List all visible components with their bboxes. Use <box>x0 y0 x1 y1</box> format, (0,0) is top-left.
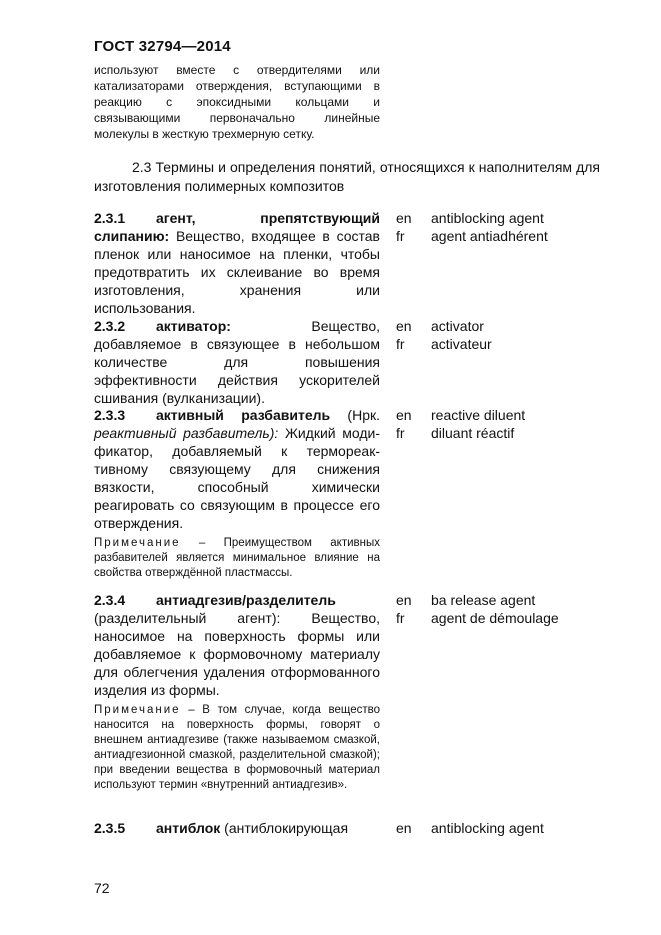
term-number: 2.3.4 <box>94 592 126 608</box>
translations <box>431 209 631 245</box>
term-note <box>94 703 380 793</box>
term-definition-text: Вещество, добавляемое в связующее в небольшом количестве для повышения эффективности действия ускорителей сшивания (вулканизации). <box>94 318 380 406</box>
translations <box>431 406 631 442</box>
note-text: – В том случае, когда вещество наносится на поверхность формы, говорят о внешнем антиадгезиве (также называемом смазкой, антиадгезионной смазкой, разделительной смазкой); при введении вещества в формовочный материал используют термин «внутренний антиадгезив». <box>94 704 380 791</box>
translations <box>431 317 631 353</box>
term-definition-text: (разделительный агент): Вещество, наносимое на поверхность формы или добавляемое к формовочному материалу для облегчения удаления отформованного изделия из формы. <box>94 610 380 698</box>
translation-en: antiblocking agent <box>431 820 544 836</box>
lang-code-en: en <box>396 318 412 334</box>
document-header: ГОСТ 32794—2014 <box>94 38 231 55</box>
term-entry <box>94 317 492 407</box>
lang-code-en: en <box>396 820 412 836</box>
lang-code-fr: fr <box>396 610 405 626</box>
translation-en: activator <box>431 318 484 334</box>
language-codes <box>396 209 426 245</box>
term-definition-text: Жидкий моди-фикатор, добавляемый к термореак-тивному связующему для снижения вязкости, способный химически реагировать со связующим в процессе его отверждения. <box>94 425 380 531</box>
lang-code-en: en <box>396 592 412 608</box>
term-definition <box>94 819 380 837</box>
translation-fr: activateur <box>431 336 492 352</box>
term-entry <box>94 209 548 317</box>
term-definition-text: (антиблокирующая <box>224 820 349 836</box>
language-codes <box>396 406 426 442</box>
note-text: – Преимуществом активных разбавителей является минимальное влияние на свойства отверждённой пластмассы. <box>94 537 380 579</box>
language-codes <box>396 591 426 627</box>
lang-code-fr: fr <box>396 425 405 441</box>
term-entry <box>94 591 559 793</box>
term-definition <box>94 209 380 317</box>
translations <box>431 591 631 627</box>
term-entry <box>94 406 526 581</box>
term-definition <box>94 317 380 407</box>
term-number: 2.3.5 <box>94 820 126 836</box>
term-name: активный разбавитель <box>156 407 331 423</box>
translation-en: reactive diluent <box>431 407 526 423</box>
intro-paragraph: используют вместе с отвердителями или катализаторами отверждения, вступающими в реакцию с эпоксидными кольцами и связывающими первоначально линейные молекулы в жесткую трехмерную сетку. <box>94 63 380 141</box>
translation-en: ba release agent <box>431 592 536 608</box>
language-codes <box>396 819 426 837</box>
note-label: Примечание <box>94 537 181 549</box>
language-codes <box>396 317 426 353</box>
term-note <box>94 536 380 581</box>
term-alt-name: реактивный разбавитель): <box>94 425 279 441</box>
term-name: антиблок <box>156 820 221 836</box>
note-label: Примечание <box>94 704 181 716</box>
term-alt-prefix: (Нрк. <box>347 407 380 423</box>
term-entry <box>94 819 544 837</box>
translations <box>431 819 631 837</box>
term-name: агент, препятствующий слипанию: <box>94 210 380 244</box>
translation-fr: agent antiadhérent <box>431 228 548 244</box>
page-number: 72 <box>94 880 110 896</box>
term-definition <box>94 591 380 699</box>
lang-code-fr: fr <box>396 228 405 244</box>
term-name: антиадгезив/разделитель <box>156 592 336 608</box>
term-number: 2.3.1 <box>94 210 126 226</box>
term-definition <box>94 406 380 532</box>
lang-code-en: en <box>396 407 412 423</box>
section-heading: 2.3 Термины и определения понятий, относящихся к наполнителям для изготовления полимерных композитов <box>94 159 600 194</box>
translation-fr: diluant réactif <box>431 425 515 441</box>
term-number: 2.3.2 <box>94 318 126 334</box>
translation-fr: agent de démoulage <box>431 610 559 626</box>
term-number: 2.3.3 <box>94 407 126 423</box>
term-definition-text: Вещество, входящее в состав пленок или наносимое на пленки, чтобы предотвратить их склеивание во время изготовления, хранения или использования. <box>94 228 380 316</box>
translation-en: antiblocking agent <box>431 210 544 226</box>
term-name: активатор: <box>156 318 231 334</box>
lang-code-fr: fr <box>396 336 405 352</box>
lang-code-en: en <box>396 210 412 226</box>
